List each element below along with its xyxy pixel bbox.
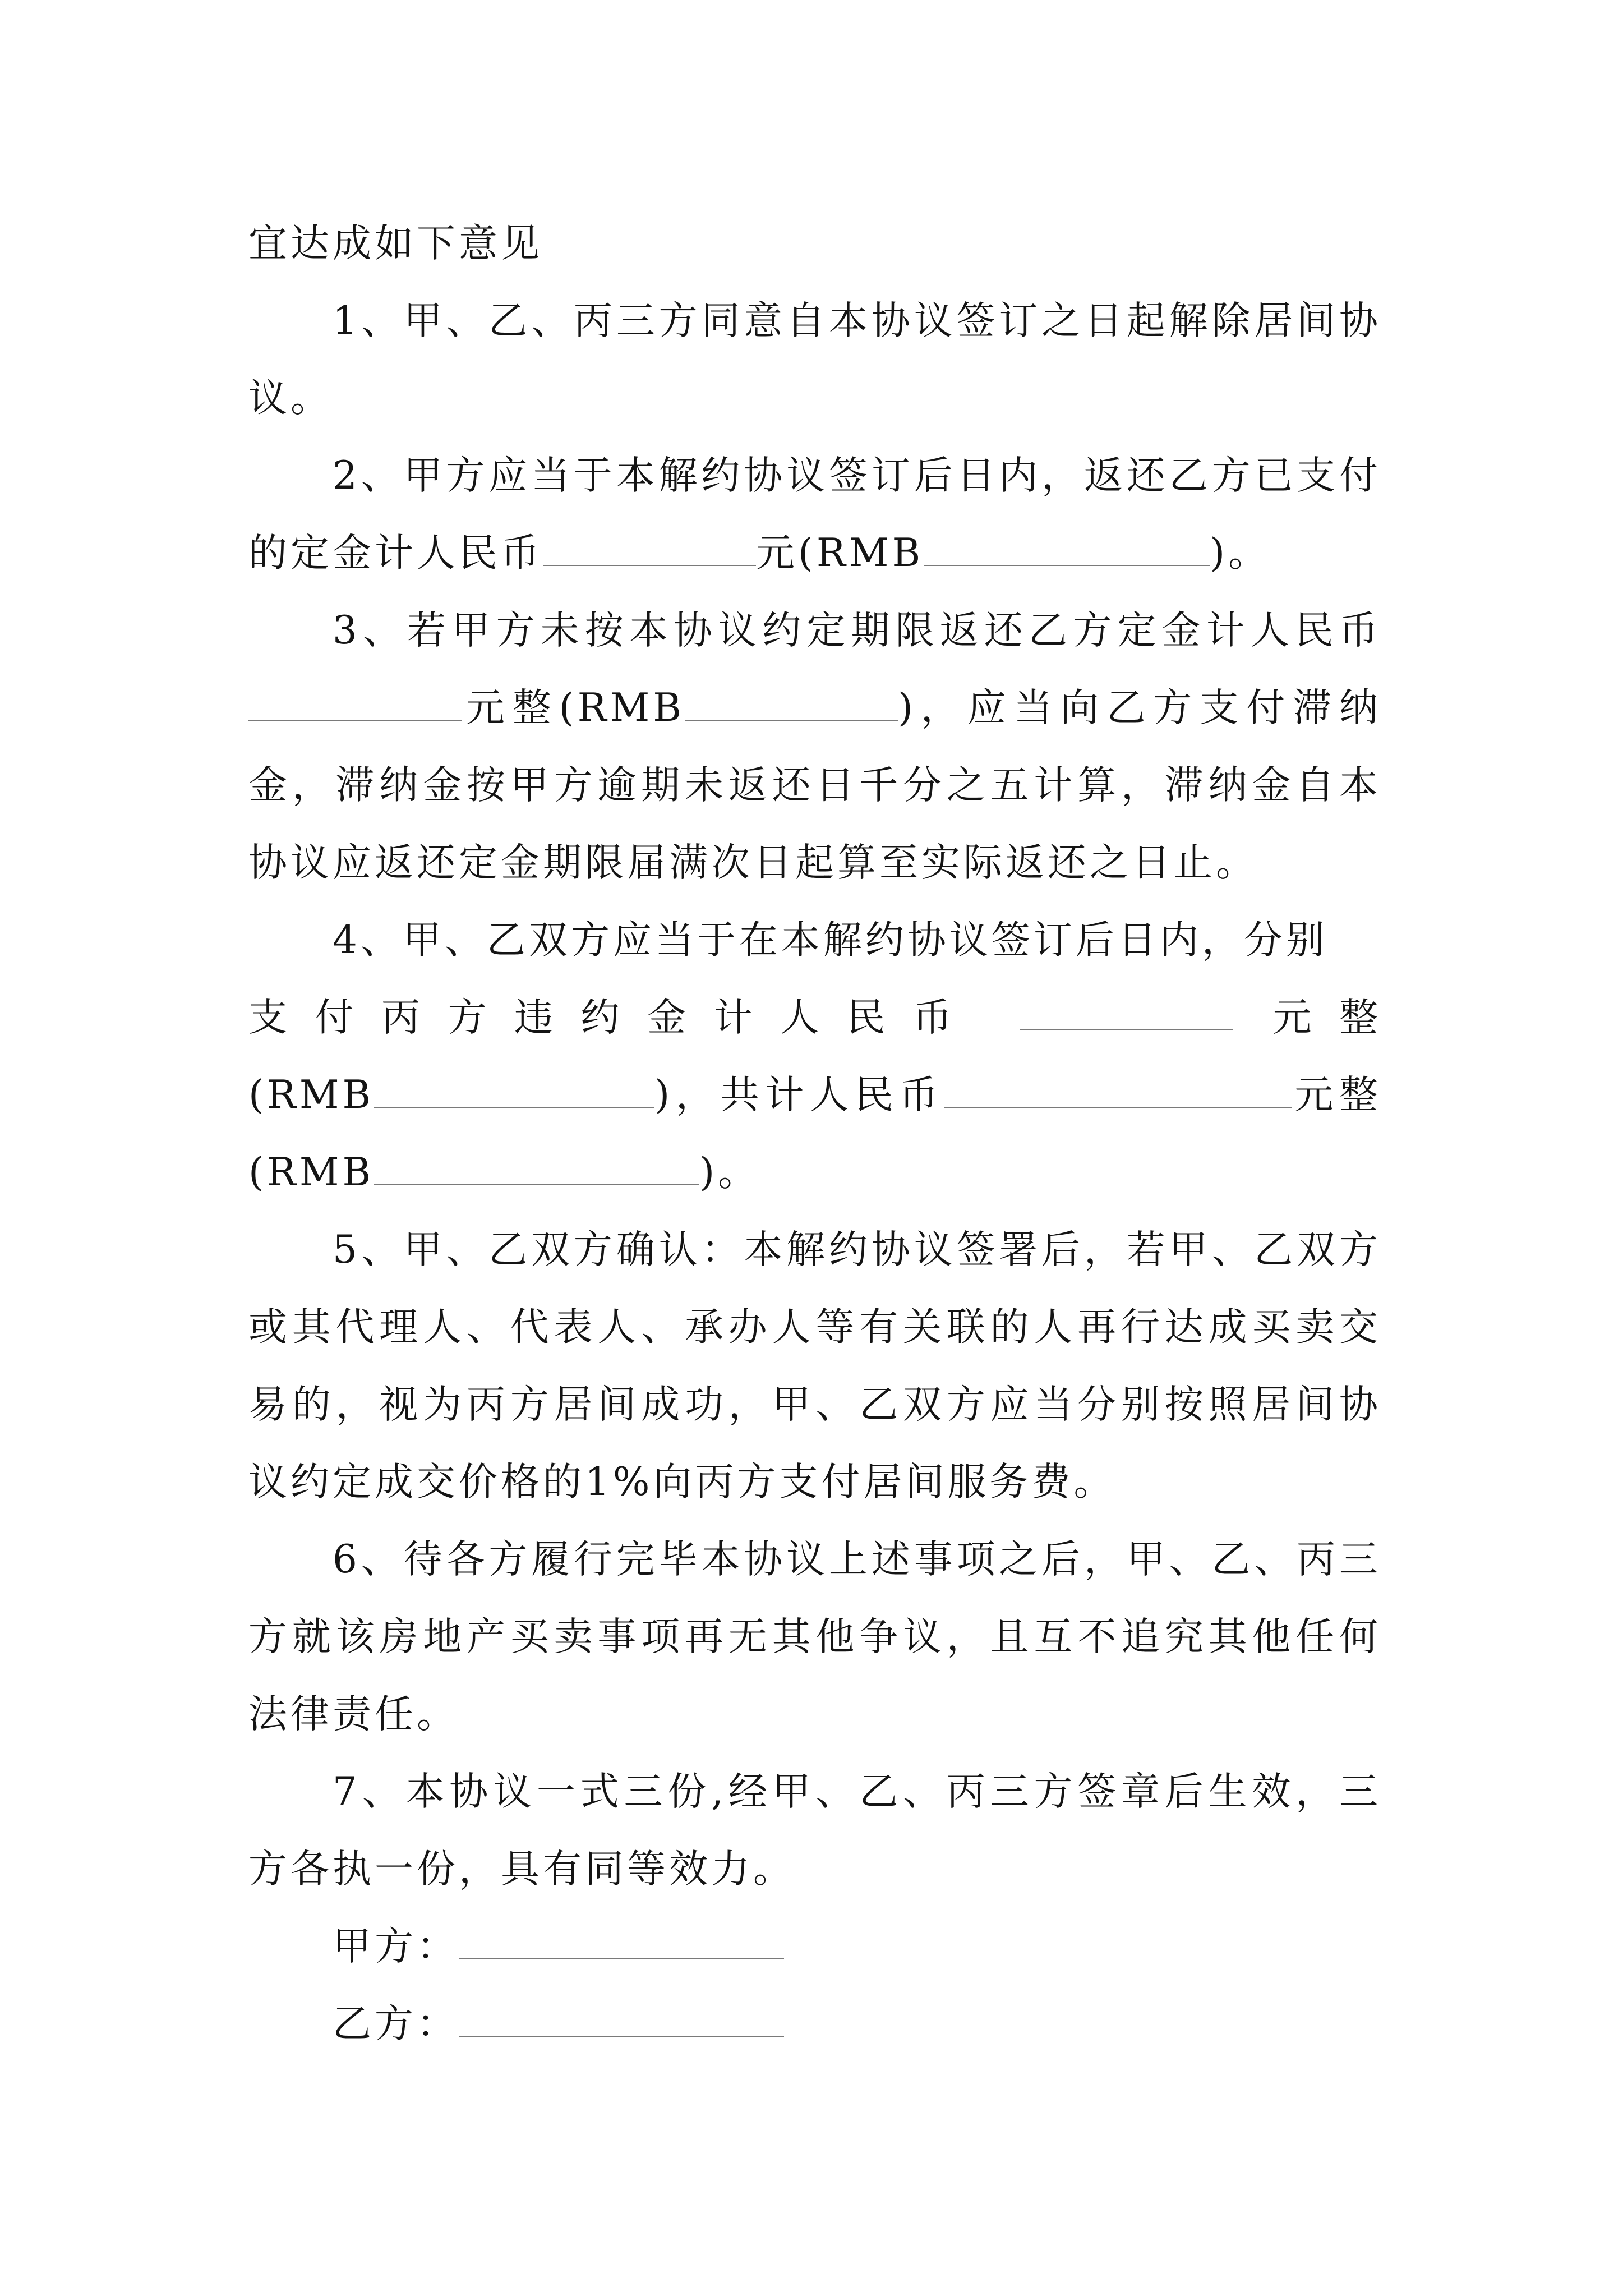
- clause-4: [248, 901, 1381, 1211]
- rmb-blank: [685, 687, 898, 721]
- clause-5: 5、甲、乙双方确认：本解约协议签署后，若甲、乙双方或其代理人、代表人、承办人等有关联的人再行达成买卖交易的，视为丙方居间成功，甲、乙双方应当分别按照居间协议约定成交价格的1%向丙方支付居间服务费。: [248, 1227, 1381, 1504]
- clause-4-line-3: [248, 1056, 1381, 1134]
- party-a-signature-line: [248, 1908, 1381, 1985]
- rmb-blank: [374, 1074, 654, 1108]
- clause-3-text-c: )，应当向乙方支付滞纳金，滞纳金按甲方逾期未返还日千分之五计算，滞纳金自本协议应返还定金期限届满次日起算至实际返还之日止。: [248, 685, 1381, 885]
- clause-2-text-b: 元(RMB: [756, 531, 924, 576]
- amount-blank: [248, 687, 462, 721]
- clause-1: 1、甲、乙、丙三方同意自本协议签订之日起解除居间协议。: [248, 298, 1381, 421]
- clause-4-text-c: 元整: [1272, 995, 1382, 1040]
- clause-4-text-h: )。: [699, 1150, 760, 1195]
- party-b-label: 乙方：: [333, 2001, 459, 2046]
- clause-2-text-a: 2、甲方应当于本解约协议签订后日内，返还乙方已支付的定金计人民币: [248, 453, 1381, 576]
- intro-line: 宜达成如下意见: [248, 221, 543, 266]
- party-a-label: 甲方：: [333, 1924, 459, 1969]
- clause-4-line-1: 4、甲、乙双方应当于在本解约协议签订后日内，分别: [333, 918, 1328, 963]
- clause-2: [248, 437, 1381, 592]
- amount-blank: [1020, 997, 1233, 1030]
- clause-7: 7、本协议一式三份,经甲、乙、丙三方签章后生效，三方各执一份，具有同等效力。: [248, 1769, 1381, 1892]
- clause-2-text-c: )。: [1210, 531, 1271, 576]
- party-a-signature-blank: [459, 1926, 784, 1959]
- clause-4-text-b: 支付丙方违约金计人民币: [248, 995, 980, 1040]
- party-b-signature-blank: [459, 2003, 784, 2037]
- rmb-blank: [924, 532, 1210, 566]
- amount-blank: [543, 532, 756, 566]
- clause-6: 6、待各方履行完毕本协议上述事项之后，甲、乙、丙三方就该房地产买卖事项再无其他争议，且互不追究其他任何法律责任。: [248, 1537, 1381, 1737]
- clause-3: [248, 592, 1381, 901]
- clause-4-line-2: [248, 979, 1381, 1056]
- clause-3-text-b: 元整(RMB: [462, 685, 685, 730]
- total-rmb-blank: [374, 1152, 699, 1185]
- total-amount-blank: [944, 1074, 1292, 1108]
- clause-3-text-a: 3、若甲方未按本协议约定期限返还乙方定金计人民币: [333, 608, 1381, 653]
- clause-4-line-4: [248, 1134, 1381, 1211]
- clause-4-text-d: (RMB: [248, 1073, 375, 1117]
- document-body: [248, 205, 1381, 2063]
- clause-4-text-f: 元整: [1292, 1073, 1382, 1117]
- party-b-signature-line: [248, 1985, 1381, 2063]
- clause-4-text-e: )，共计人民币: [654, 1073, 944, 1117]
- clause-4-text-g: (RMB: [248, 1150, 375, 1195]
